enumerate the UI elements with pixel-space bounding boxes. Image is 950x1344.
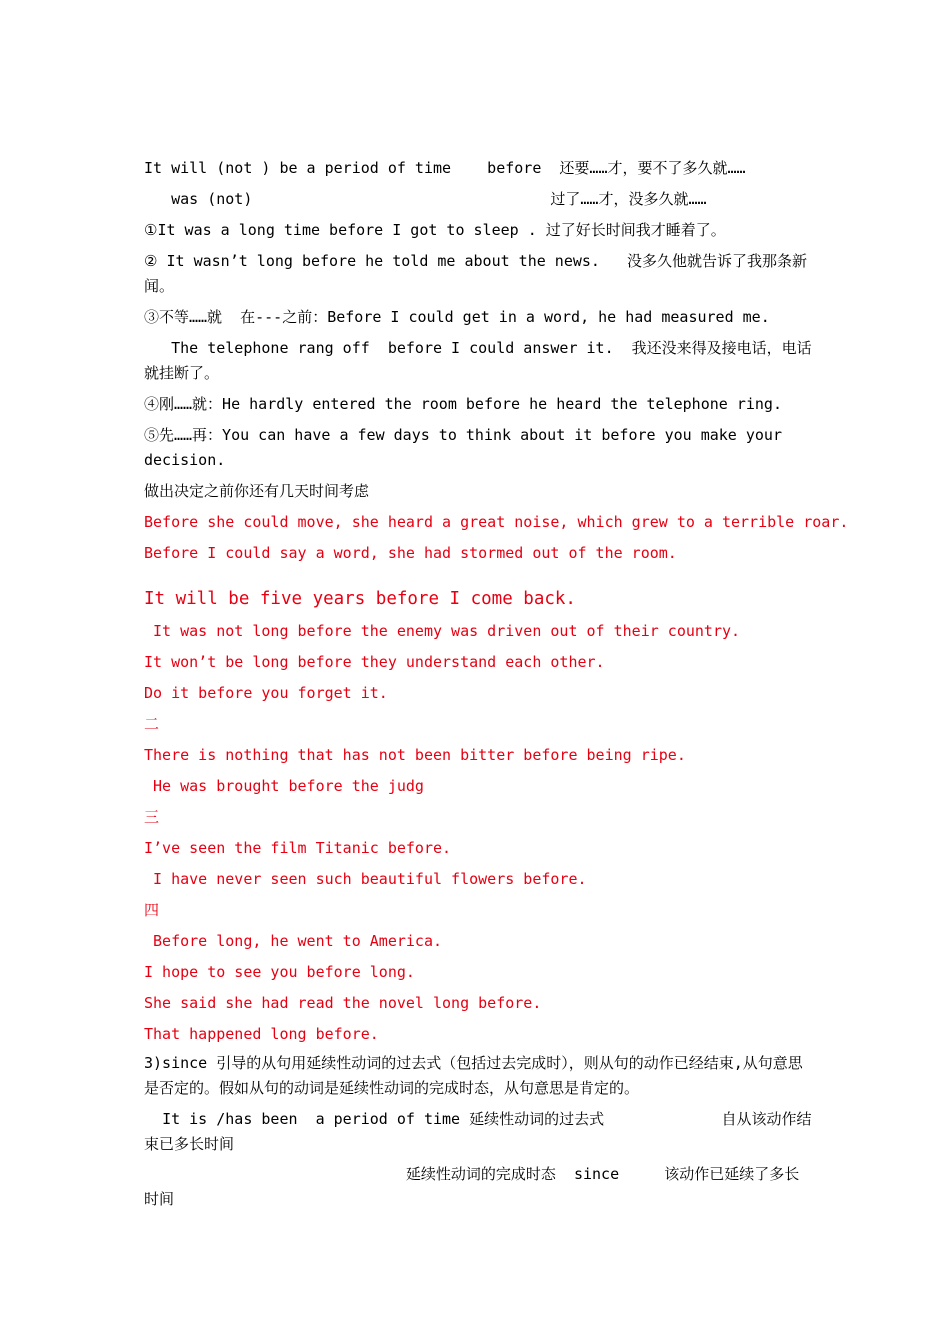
section-heading: 四	[144, 901, 160, 919]
usage-5: ⑤先……再：You can have a few days to think about it before you make your decision.	[144, 426, 792, 469]
example-2: ② It wasn’t long before he told me about the news. 没多久他就告诉了我那条新闻。	[144, 252, 808, 295]
since-pattern-1: It is /has been a period of time 延续性动词的过去式 自从该动作结束已多长时间	[144, 1110, 812, 1153]
red-example: It won’t be long before they understand each other.	[144, 653, 605, 671]
since-rule: 3)since 引导的从句用延续性动词的过去式（包括过去完成时），则从句的动作已经结束,从句意思是否定的。假如从句的动词是延续性动词的完成时态，从句意思是肯定的。	[144, 1054, 803, 1097]
red-example: I’ve seen the film Titanic before.	[144, 839, 452, 857]
text-line: It will (not ) be a period of time before 还要……才，要不了多久就……	[144, 159, 746, 177]
translation-line: 做出决定之前你还有几天时间考虑	[144, 482, 370, 500]
red-example: Before she could move, she heard a great noise, which grew to a terrible roar.	[144, 513, 849, 531]
red-example: That happened long before.	[144, 1025, 379, 1043]
red-example: She said she had read the novel long before.	[144, 994, 542, 1012]
red-example: There is nothing that has not been bitter before being ripe.	[144, 746, 686, 764]
usage-3-example: The telephone rang off before I could answer it. 我还没来得及接电话，电话就挂断了。	[144, 339, 812, 382]
red-example: It will be five years before I come back.	[144, 589, 576, 609]
red-example: Do it before you forget it.	[144, 684, 388, 702]
usage-4: ④刚……就：He hardly entered the room before he heard the telephone ring.	[144, 395, 782, 413]
red-example: Before long, he went to America.	[144, 932, 443, 950]
red-example: Before I could say a word, she had stormed out of the room.	[144, 544, 677, 562]
text-line: was (not) 过了……才，没多久就……	[144, 190, 707, 208]
example-1: ①It was a long time before I got to sleep . 过了好长时间我才睡着了。	[144, 221, 726, 239]
section-heading: 二	[144, 715, 160, 733]
section-heading: 三	[144, 808, 160, 826]
usage-3: ③不等……就 在---之前：Before I could get in a word, he had measured me.	[144, 308, 770, 326]
since-pattern-2: 延续性动词的完成时态 since 该动作已延续了多长时间	[144, 1165, 800, 1208]
red-example: I have never seen such beautiful flowers before.	[144, 870, 587, 888]
red-example: He was brought before the judg	[144, 777, 424, 795]
red-example: I hope to see you before long.	[144, 963, 415, 981]
red-example: It was not long before the enemy was driven out of their country.	[144, 622, 741, 640]
